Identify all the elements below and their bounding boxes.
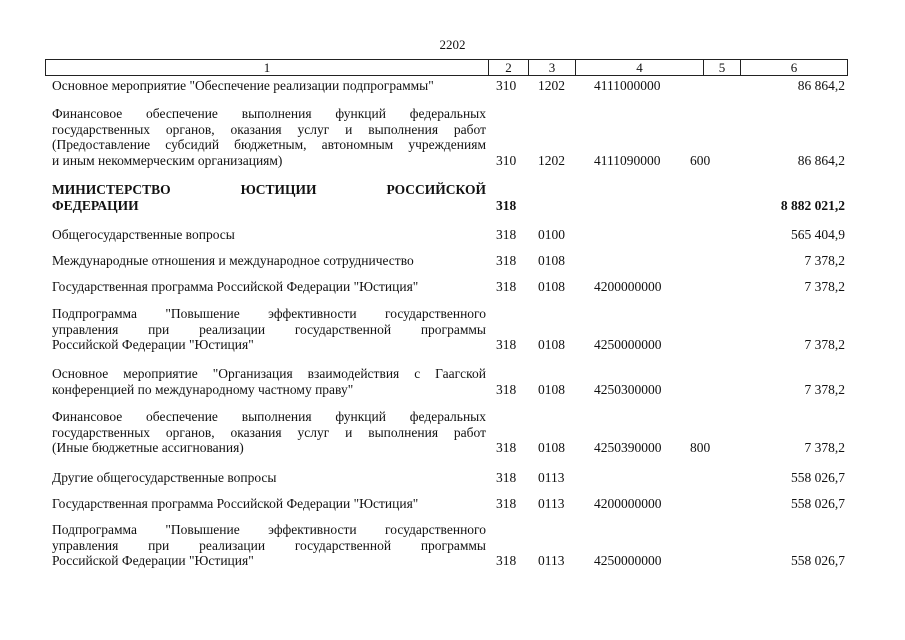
description-line: Другие общегосударственные вопросы xyxy=(52,470,277,485)
expense-type: 600 xyxy=(690,152,711,168)
description-line: Подпрограмма "Повышение эффективности государственного xyxy=(52,522,486,537)
section-code: 0108 xyxy=(538,337,565,353)
section-code: 0113 xyxy=(538,496,565,511)
ministry-code: 318 xyxy=(496,337,517,353)
amount: 8 882 021,2 xyxy=(780,197,845,213)
description-line: Государственная программа Российской Федерации "Юстиция" xyxy=(52,279,419,294)
description-line: Общегосударственные вопросы xyxy=(52,227,235,242)
row-description xyxy=(52,409,486,456)
expense-type: 800 xyxy=(690,440,711,456)
column-header-table xyxy=(45,59,848,76)
ministry-code: 318 xyxy=(496,381,517,397)
ministry-code: 318 xyxy=(496,470,517,485)
description-line: Международные отношения и международное сотрудничество xyxy=(52,253,414,268)
amount: 565 404,9 xyxy=(791,227,845,242)
section-code: 0108 xyxy=(538,440,565,456)
row-description xyxy=(52,522,486,569)
target-article: 4200000000 xyxy=(594,279,662,294)
row-description xyxy=(52,78,486,94)
description-line: государственных органов, оказания услуг и выполнения работ xyxy=(52,121,486,137)
section-code: 0108 xyxy=(538,381,565,397)
target-article: 4111090000 xyxy=(594,152,661,168)
description-line: Основное мероприятие "Организация взаимодействия с Гаагской xyxy=(52,366,486,381)
ministry-code: 310 xyxy=(496,78,517,93)
row-description xyxy=(52,306,486,353)
section-code: 0113 xyxy=(538,553,565,569)
description-line: ФЕДЕРАЦИИ xyxy=(52,197,139,213)
description-line: МИНИСТЕРСТВО ЮСТИЦИИ РОССИЙСКОЙ xyxy=(52,182,486,197)
ministry-code: 318 xyxy=(496,227,517,242)
description-line: Государственная программа Российской Федерации "Юстиция" xyxy=(52,496,419,511)
row-description xyxy=(52,253,486,269)
target-article: 4250000000 xyxy=(594,553,662,569)
description-line: конференцией по международному частному праву" xyxy=(52,381,354,397)
description-line: Российской Федерации "Юстиция" xyxy=(52,553,254,569)
amount: 558 026,7 xyxy=(791,553,845,569)
description-line: управления при реализации государственной программы xyxy=(52,321,486,337)
ministry-code: 318 xyxy=(496,253,517,268)
amount: 7 378,2 xyxy=(804,381,845,397)
ministry-code: 318 xyxy=(496,197,517,213)
amount: 86 864,2 xyxy=(797,78,845,93)
ministry-code: 318 xyxy=(496,279,517,294)
row-description xyxy=(52,279,486,295)
amount: 7 378,2 xyxy=(804,253,845,268)
description-line: (Иные бюджетные ассигнования) xyxy=(52,440,244,456)
section-code: 0100 xyxy=(538,227,565,242)
amount: 7 378,2 xyxy=(804,337,845,353)
column-header-5: 5 xyxy=(704,60,741,76)
column-header-4: 4 xyxy=(576,60,704,76)
description-line: (Предоставление субсидий бюджетным, автономным учреждениям xyxy=(52,137,486,153)
ministry-code: 318 xyxy=(496,496,517,511)
target-article: 4250000000 xyxy=(594,337,662,353)
description-line: управления при реализации государственной программы xyxy=(52,537,486,553)
description-line: Основное мероприятие "Обеспечение реализации подпрограммы" xyxy=(52,78,434,93)
amount: 558 026,7 xyxy=(791,470,845,485)
ministry-code: 318 xyxy=(496,440,517,456)
ministry-code: 310 xyxy=(496,152,517,168)
amount: 86 864,2 xyxy=(797,152,845,168)
target-article: 4250390000 xyxy=(594,440,662,456)
description-line: Подпрограмма "Повышение эффективности государственного xyxy=(52,306,486,321)
amount: 558 026,7 xyxy=(791,496,845,511)
row-description xyxy=(52,106,486,168)
page-number: 2202 xyxy=(439,37,466,52)
description-line: Финансовое обеспечение выполнения функций федеральных xyxy=(52,409,486,424)
description-line: и иным некоммерческим организациям) xyxy=(52,152,283,168)
target-article: 4111000000 xyxy=(594,78,661,93)
column-header-row xyxy=(46,60,848,76)
column-header-3: 3 xyxy=(529,60,576,76)
row-description xyxy=(52,496,486,512)
section-code: 0113 xyxy=(538,470,565,485)
section-code: 1202 xyxy=(538,78,565,93)
row-description xyxy=(52,182,486,213)
description-line: Финансовое обеспечение выполнения функций федеральных xyxy=(52,106,486,121)
section-code: 0108 xyxy=(538,253,565,268)
ministry-code: 318 xyxy=(496,553,517,569)
amount: 7 378,2 xyxy=(804,279,845,294)
target-article: 4200000000 xyxy=(594,496,662,511)
row-description xyxy=(52,227,486,243)
row-description xyxy=(52,470,486,486)
section-code: 1202 xyxy=(538,152,565,168)
column-header-6: 6 xyxy=(741,60,848,76)
amount: 7 378,2 xyxy=(804,440,845,456)
column-header-1: 1 xyxy=(46,60,489,76)
section-code: 0108 xyxy=(538,279,565,294)
row-description xyxy=(52,366,486,397)
description-line: Российской Федерации "Юстиция" xyxy=(52,337,254,353)
target-article: 4250300000 xyxy=(594,381,662,397)
column-header-2: 2 xyxy=(489,60,529,76)
description-line: государственных органов, оказания услуг и выполнения работ xyxy=(52,424,486,440)
